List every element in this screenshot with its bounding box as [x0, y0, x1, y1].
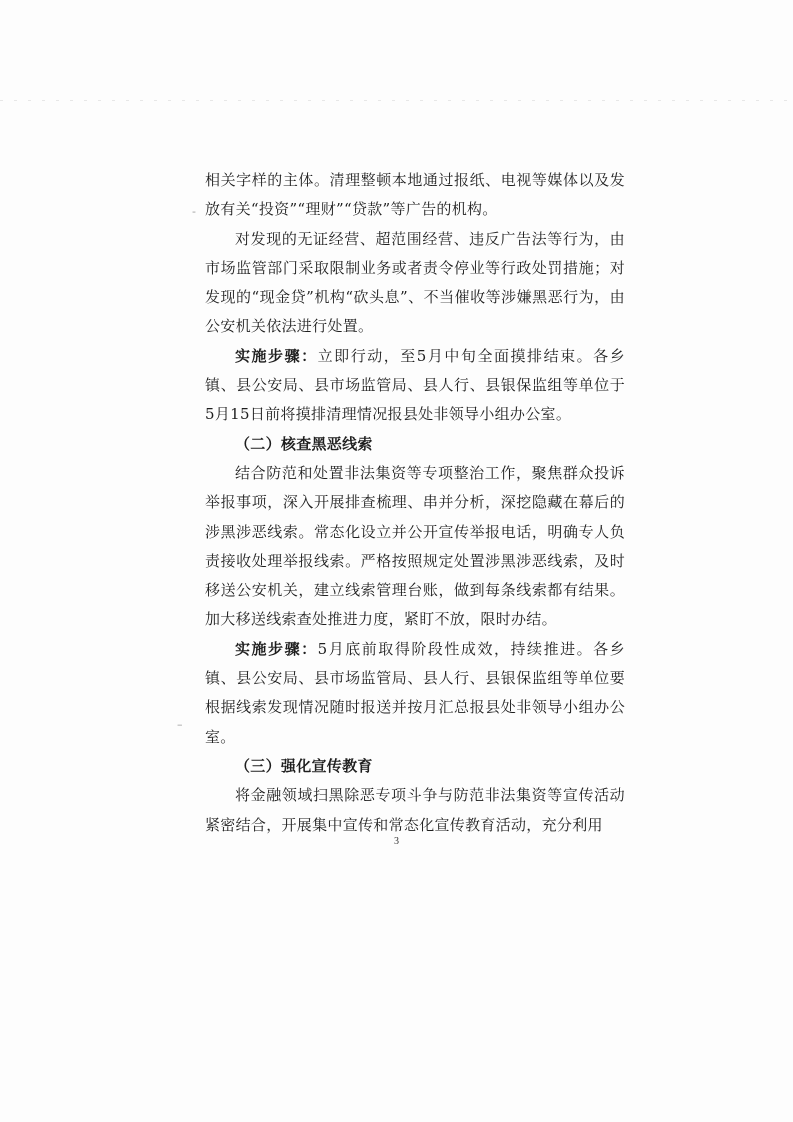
paragraph-3 [205, 342, 625, 430]
paragraph-6-text: 将金融领域扫黑除恶专项斗争与防范非法集资等宣传活动紧密结合，开展集中宣传和常态化宣传教育活动，充分利用 [205, 786, 625, 834]
paragraph-1 [205, 166, 625, 225]
paragraph-3-text: 立即行动，至5月中旬全面摸排结束。各乡镇、县公安局、县市场监管局、县人行、县银保监组等单位于5月15日前将摸排清理情况报县处非领导小组办公室。 [205, 346, 625, 424]
page-number: 3 [394, 836, 399, 847]
paragraph-4-text: 结合防范和处置非法集资等专项整治工作，聚焦群众投诉举报事项，深入开展排查梳理、串并分析，深挖隐藏在幕后的涉黑涉恶线索。常态化设立并公开宣传举报电话，明确专人负责接收处理举报线索。严格按照规定处置涉黑涉恶线索，及时移送公安机关，建立线索管理台账，做到每条线索都有结果。加大移送线索查处推进力度，紧盯不放，限时办结。 [205, 463, 625, 629]
paragraph-2 [205, 225, 625, 342]
paragraph-2-text: 对发现的无证经营、超范围经营、违反广告法等行为，由市场监管部门采取限制业务或者责令停业等行政处罚措施；对发现的“现金贷”机构“砍头息”、不当催收等涉嫌黑恶行为，由公安机关依法进行处置。 [205, 229, 625, 336]
scan-noise-line [0, 100, 793, 101]
paragraph-6 [205, 781, 625, 840]
document-body [205, 166, 625, 840]
paragraph-4 [205, 459, 625, 635]
margin-dash-mark: – [177, 718, 183, 731]
step-label: 实施步骤： [235, 639, 318, 658]
section-heading-2: （二）核查黑恶线索 [235, 434, 373, 453]
margin-dash-mark: - [192, 205, 196, 218]
paragraph-1-text: 相关字样的主体。清理整顿本地通过报纸、电视等媒体以及发放有关“投资”“理财”“贷款”等广告的机构。 [205, 171, 625, 219]
paragraph-5 [205, 635, 625, 752]
step-label: 实施步骤： [235, 346, 318, 365]
paragraph-5-text: 5月底前取得阶段性成效，持续推进。各乡镇、县公安局、县市场监管局、县人行、县银保监组等单位要根据线索发现情况随时报送并按月汇总报县处非领导小组办公室。 [205, 639, 625, 746]
section-heading-3: （三）强化宣传教育 [235, 756, 373, 775]
